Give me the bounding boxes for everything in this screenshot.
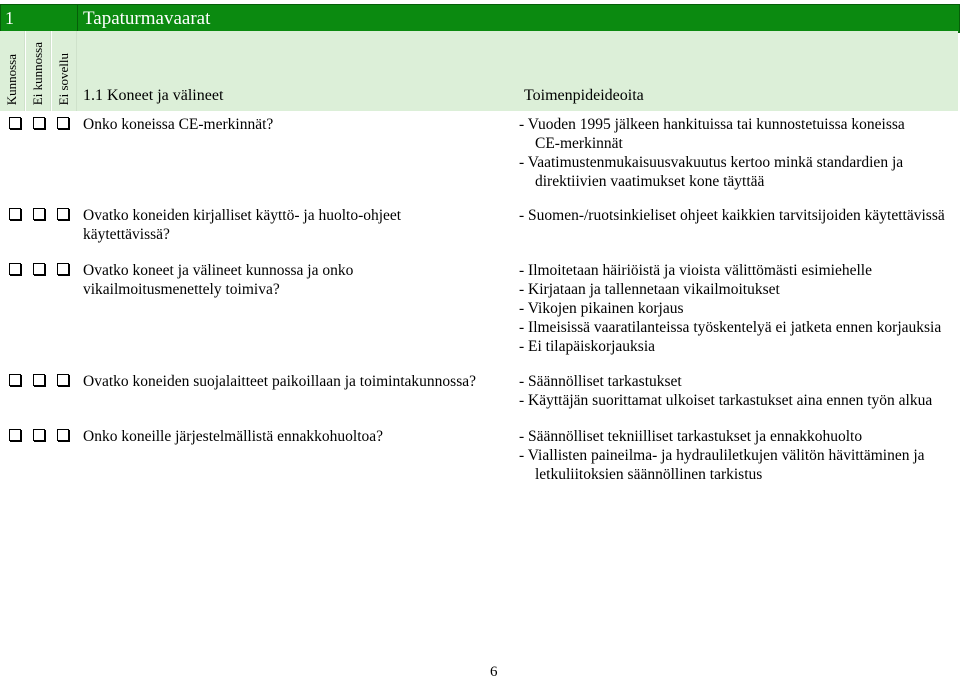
measures-title: Toimenpideideoita: [524, 87, 644, 104]
measure-line: - Käyttäjän suorittamat ulkoiset tarkastukset aina ennen työn alkua: [519, 392, 933, 409]
checkbox-not-ok[interactable]: [33, 208, 45, 220]
checkbox-na[interactable]: [57, 117, 69, 129]
checkbox-not-ok[interactable]: [33, 117, 45, 129]
measure-line: - Ilmoitetaan häiriöistä ja vioista välittömästi esimiehelle: [519, 262, 872, 279]
measure-line: direktiivien vaatimukset kone täyttää: [535, 173, 765, 190]
measure-line: - Viallisten paineilma- ja hydrauliletkujen välitön hävittäminen ja: [519, 447, 925, 464]
section-number: 1: [5, 8, 14, 28]
checkbox-na[interactable]: [57, 208, 69, 220]
checkbox-na[interactable]: [57, 429, 69, 441]
measure-line: - Säännölliset tekniilliset tarkastukset ja ennakkohuolto: [519, 428, 863, 445]
checkbox-not-ok[interactable]: [33, 374, 45, 386]
measures-list: [519, 261, 959, 356]
measure-line: letkuliitoksien säännöllinen tarkistus: [535, 466, 763, 483]
status-label-na: Ei sovellu: [56, 52, 71, 105]
question-text: Ovatko koneet ja välineet kunnossa ja onko vikailmoitusmenettely toimiva?: [83, 262, 354, 298]
measures-list: [519, 427, 959, 484]
checkbox-ok[interactable]: [9, 117, 21, 129]
measure-line: CE-merkinnät: [535, 135, 623, 152]
status-label-not-ok: Ei kunnossa: [30, 41, 45, 105]
checkbox-not-ok[interactable]: [33, 263, 45, 275]
checkbox-na[interactable]: [57, 263, 69, 275]
section-title: Tapaturmavaarat: [83, 8, 211, 29]
measure-line: - Ei tilapäiskorjauksia: [519, 338, 656, 355]
measures-list: [519, 115, 959, 191]
measure-line: - Suomen-/ruotsinkieliset ohjeet kaikkien tarvitsijoiden käytettävissä: [519, 207, 945, 224]
question-text: Onko koneissa CE-merkinnät?: [83, 116, 274, 133]
measure-line: - Vikojen pikainen korjaus: [519, 300, 684, 317]
status-column-not-ok: [26, 31, 51, 111]
checkbox-ok[interactable]: [9, 208, 21, 220]
measure-line: - Säännölliset tarkastukset: [519, 373, 682, 390]
question-text: Onko koneille järjestelmällistä ennakkohuoltoa?: [83, 428, 384, 445]
subsection-title: 1.1 Koneet ja välineet: [83, 87, 224, 104]
checkbox-not-ok[interactable]: [33, 429, 45, 441]
checkbox-ok[interactable]: [9, 263, 21, 275]
status-column-ok: [0, 31, 25, 111]
section-header: [0, 4, 960, 33]
measure-line: - Kirjataan ja tallennetaan vikailmoitukset: [519, 281, 780, 298]
header-divider: [77, 5, 78, 32]
checkbox-ok[interactable]: [9, 429, 21, 441]
measures-list: [519, 206, 959, 225]
page-number: 6: [490, 664, 498, 680]
measure-line: - Ilmeisissä vaaratilanteissa työskentelyä ei jatketa ennen korjauksia: [519, 319, 942, 336]
status-column-na: [52, 31, 77, 111]
status-label-ok: Kunnossa: [4, 53, 19, 105]
question-text: Ovatko koneiden kirjalliset käyttö- ja huolto-ohjeet käytettävissä?: [83, 207, 402, 243]
measure-line: - Vuoden 1995 jälkeen hankituissa tai kunnostetuissa koneissa: [519, 116, 905, 133]
measure-line: - Vaatimustenmukaisuusvakuutus kertoo minkä standardien ja: [519, 154, 904, 171]
checkbox-ok[interactable]: [9, 374, 21, 386]
question-text: Ovatko koneiden suojalaitteet paikoillaan ja toimintakunnossa?: [83, 373, 476, 390]
checkbox-na[interactable]: [57, 374, 69, 386]
measures-list: [519, 372, 959, 410]
column-header: [0, 31, 958, 111]
